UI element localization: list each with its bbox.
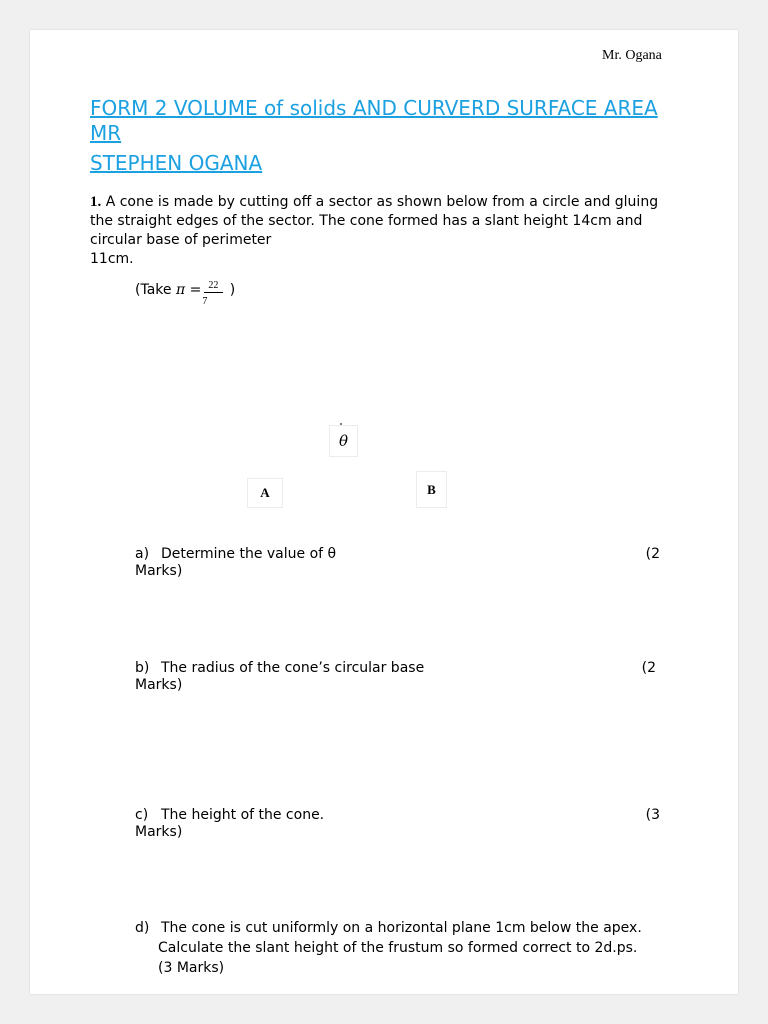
fraction-denominator: 7 xyxy=(202,296,208,307)
part-text-line-1: The cone is cut uniformly on a horizontal plane 1cm below the apex. xyxy=(161,920,642,936)
part-letter: c) xyxy=(135,807,149,823)
marks-close: Marks) xyxy=(135,677,183,693)
pi-equals: = xyxy=(185,282,202,298)
question-1-text xyxy=(90,193,670,269)
marks-close: Marks) xyxy=(135,563,183,579)
title-line-2: STEPHEN OGANA xyxy=(90,151,263,175)
pi-note-suffix: ) xyxy=(229,282,236,298)
question-text-line-2: the straight edges of the sector. The cone formed has a slant height 14cm and xyxy=(90,213,643,229)
marks-open: (3 xyxy=(645,807,660,823)
part-a xyxy=(135,546,660,580)
question-number: 1. xyxy=(90,194,102,210)
pi-note-prefix: (Take xyxy=(135,282,172,298)
part-letter: d) xyxy=(135,920,150,936)
point-a-label: A xyxy=(247,478,283,508)
marks-open: (2 xyxy=(641,660,656,676)
part-d xyxy=(135,918,660,978)
question-text-line-3: circular base of perimeter xyxy=(90,232,272,248)
part-text-line-2: Calculate the slant height of the frustum so formed correct to 2d.ps. xyxy=(158,940,638,956)
part-text: Determine the value of θ xyxy=(161,546,337,562)
author-header: Mr. Ogana xyxy=(602,48,662,63)
part-marks: (3 Marks) xyxy=(158,960,225,976)
pi-symbol: π xyxy=(175,282,186,298)
theta-label: θ xyxy=(329,425,358,457)
document-title xyxy=(90,96,690,176)
marks-open: (2 xyxy=(645,546,660,562)
point-b-label: B xyxy=(416,471,447,508)
part-text: The height of the cone. xyxy=(161,807,325,823)
part-letter: a) xyxy=(135,546,150,562)
fraction-numerator: 22 xyxy=(208,280,219,291)
part-c xyxy=(135,807,660,841)
part-letter: b) xyxy=(135,660,150,676)
title-line-1: FORM 2 VOLUME of solids AND CURVERD SURFACE AREA MR xyxy=(90,96,658,145)
question-text-line-4: 11cm. xyxy=(90,251,134,267)
part-b xyxy=(135,660,656,694)
pi-approximation-note xyxy=(135,280,236,307)
part-text: The radius of the cone’s circular base xyxy=(161,660,425,676)
marks-close: Marks) xyxy=(135,824,183,840)
question-text-line-1: A cone is made by cutting off a sector as shown below from a circle and gluing xyxy=(105,194,659,210)
pi-fraction xyxy=(201,280,225,307)
